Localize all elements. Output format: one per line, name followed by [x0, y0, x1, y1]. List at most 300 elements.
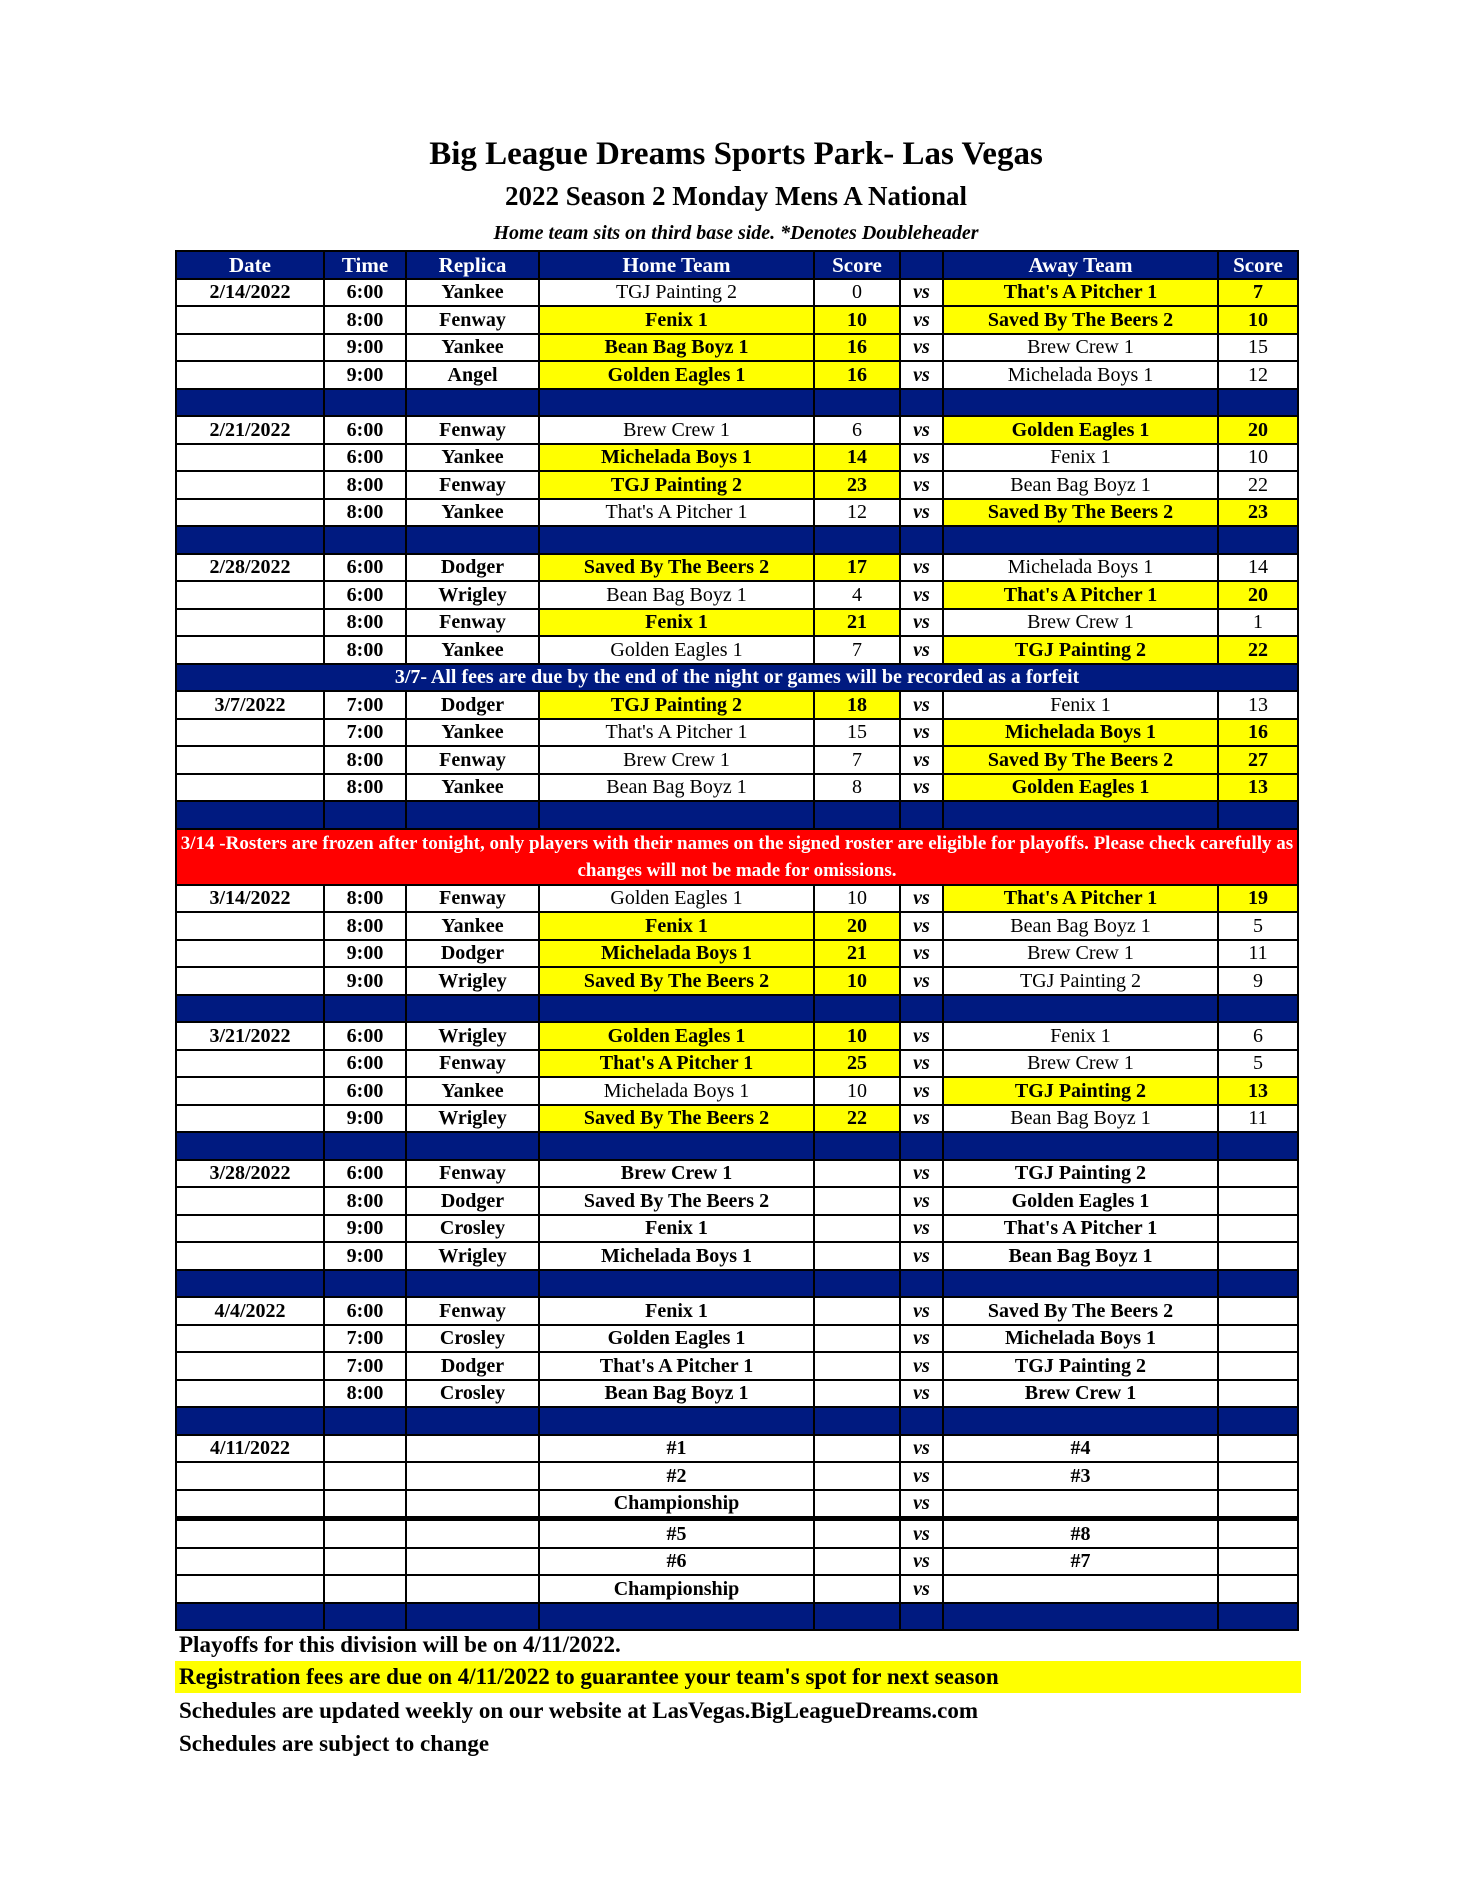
away-team-cell: Saved By The Beers 2: [943, 499, 1218, 527]
spacer-cell: [176, 801, 324, 829]
spacer-cell: [943, 1407, 1218, 1435]
home-team-cell: That's A Pitcher 1: [539, 1050, 814, 1078]
vs-cell: vs: [900, 1380, 943, 1408]
schedule-body: [176, 279, 1298, 1631]
spacer-cell: [943, 1132, 1218, 1160]
spacer-cell: [814, 1603, 900, 1631]
away-team-cell: Brew Crew 1: [943, 1050, 1218, 1078]
home-score-cell: [814, 1575, 900, 1603]
vs-cell: vs: [900, 719, 943, 747]
replica-cell: [406, 1548, 539, 1576]
away-score-cell: 16: [1218, 719, 1298, 747]
spacer-cell: [1218, 801, 1298, 829]
away-score-cell: [1218, 1462, 1298, 1490]
game-row: [176, 691, 1298, 719]
vs-cell: vs: [900, 636, 943, 664]
home-team-cell: #2: [539, 1462, 814, 1490]
vs-cell: vs: [900, 444, 943, 472]
game-row: [176, 774, 1298, 802]
replica-cell: [406, 1462, 539, 1490]
home-score-cell: [814, 1435, 900, 1463]
spacer-cell: [324, 801, 406, 829]
away-score-cell: [1218, 1380, 1298, 1408]
away-team-cell: Bean Bag Boyz 1: [943, 471, 1218, 499]
date-cell: 3/21/2022: [176, 1022, 324, 1050]
date-cell: [176, 609, 324, 637]
home-score-cell: 12: [814, 499, 900, 527]
time-cell: 9:00: [324, 940, 406, 968]
replica-cell: Dodger: [406, 554, 539, 582]
spacer-cell: [324, 1603, 406, 1631]
home-team-cell: Golden Eagles 1: [539, 1022, 814, 1050]
home-score-cell: 7: [814, 636, 900, 664]
date-cell: 3/7/2022: [176, 691, 324, 719]
away-score-cell: 5: [1218, 1050, 1298, 1078]
date-cell: [176, 912, 324, 940]
vs-cell: vs: [900, 1215, 943, 1243]
home-score-cell: 20: [814, 912, 900, 940]
spacer-cell: [539, 389, 814, 417]
vs-cell: vs: [900, 416, 943, 444]
col-vs: [900, 251, 943, 279]
home-team-cell: #5: [539, 1519, 814, 1548]
col-time: Time: [324, 251, 406, 279]
date-cell: 2/14/2022: [176, 279, 324, 307]
away-team-cell: Saved By The Beers 2: [943, 1297, 1218, 1325]
home-score-cell: [814, 1352, 900, 1380]
replica-cell: Crosley: [406, 1325, 539, 1353]
replica-cell: Wrigley: [406, 1105, 539, 1133]
week-spacer-row: [176, 1270, 1298, 1298]
away-score-cell: [1218, 1548, 1298, 1576]
vs-cell: vs: [900, 912, 943, 940]
away-team-cell: Michelada Boys 1: [943, 719, 1218, 747]
game-row: [176, 1462, 1298, 1490]
away-team-cell: #8: [943, 1519, 1218, 1548]
roster-notice-row: [176, 829, 1298, 885]
footer-playoffs: Playoffs for this division will be on 4/11/2022.: [179, 1632, 621, 1657]
home-team-cell: Fenix 1: [539, 912, 814, 940]
vs-cell: vs: [900, 279, 943, 307]
date-cell: [176, 1352, 324, 1380]
game-row: [176, 609, 1298, 637]
away-score-cell: 6: [1218, 1022, 1298, 1050]
date-cell: 3/28/2022: [176, 1160, 324, 1188]
replica-cell: [406, 1490, 539, 1519]
game-row: [176, 1242, 1298, 1270]
replica-cell: Yankee: [406, 334, 539, 362]
vs-cell: vs: [900, 1160, 943, 1188]
home-team-cell: Bean Bag Boyz 1: [539, 334, 814, 362]
replica-cell: Yankee: [406, 774, 539, 802]
spacer-cell: [943, 801, 1218, 829]
date-cell: [176, 361, 324, 389]
game-row: [176, 306, 1298, 334]
replica-cell: [406, 1519, 539, 1548]
week-spacer-row: [176, 1603, 1298, 1631]
home-score-cell: 4: [814, 581, 900, 609]
replica-cell: Fenway: [406, 1050, 539, 1078]
home-team-cell: That's A Pitcher 1: [539, 719, 814, 747]
away-score-cell: [1218, 1325, 1298, 1353]
date-cell: [176, 1077, 324, 1105]
replica-cell: Fenway: [406, 471, 539, 499]
away-score-cell: 10: [1218, 306, 1298, 334]
away-score-cell: 23: [1218, 499, 1298, 527]
away-score-cell: 13: [1218, 691, 1298, 719]
date-cell: [176, 1548, 324, 1576]
date-cell: [176, 1105, 324, 1133]
game-row: [176, 1160, 1298, 1188]
replica-cell: Yankee: [406, 444, 539, 472]
away-score-cell: [1218, 1490, 1298, 1519]
time-cell: [324, 1519, 406, 1548]
date-cell: [176, 444, 324, 472]
away-team-cell: Bean Bag Boyz 1: [943, 912, 1218, 940]
away-score-cell: 9: [1218, 967, 1298, 995]
time-cell: 8:00: [324, 885, 406, 913]
home-score-cell: 15: [814, 719, 900, 747]
time-cell: [324, 1575, 406, 1603]
vs-cell: vs: [900, 1462, 943, 1490]
replica-cell: Fenway: [406, 1297, 539, 1325]
away-team-cell: #4: [943, 1435, 1218, 1463]
spacer-cell: [406, 1603, 539, 1631]
game-row: [176, 444, 1298, 472]
page-title: Big League Dreams Sports Park- Las Vegas: [429, 136, 1043, 172]
time-cell: 9:00: [324, 1215, 406, 1243]
replica-cell: Yankee: [406, 636, 539, 664]
week-spacer-row: [176, 1132, 1298, 1160]
date-cell: [176, 306, 324, 334]
away-score-cell: 11: [1218, 1105, 1298, 1133]
replica-cell: Fenway: [406, 1160, 539, 1188]
game-row: [176, 1050, 1298, 1078]
away-score-cell: 5: [1218, 912, 1298, 940]
away-team-cell: Brew Crew 1: [943, 609, 1218, 637]
spacer-cell: [814, 1132, 900, 1160]
spacer-cell: [814, 389, 900, 417]
footer-website: Schedules are updated weekly on our website at LasVegas.BigLeagueDreams.com: [179, 1698, 979, 1723]
spacer-cell: [406, 1407, 539, 1435]
date-cell: [176, 1519, 324, 1548]
spacer-cell: [539, 801, 814, 829]
vs-cell: vs: [900, 1297, 943, 1325]
replica-cell: Yankee: [406, 279, 539, 307]
game-row: [176, 334, 1298, 362]
home-team-cell: Fenix 1: [539, 306, 814, 334]
date-cell: [176, 1575, 324, 1603]
home-team-cell: Michelada Boys 1: [539, 940, 814, 968]
week-spacer-row: [176, 801, 1298, 829]
home-score-cell: 10: [814, 306, 900, 334]
spacer-cell: [406, 801, 539, 829]
home-team-cell: Golden Eagles 1: [539, 361, 814, 389]
col-replica: Replica: [406, 251, 539, 279]
away-team-cell: Bean Bag Boyz 1: [943, 1242, 1218, 1270]
replica-cell: Yankee: [406, 912, 539, 940]
home-score-cell: [814, 1548, 900, 1576]
spacer-cell: [539, 1603, 814, 1631]
game-row: [176, 581, 1298, 609]
spacer-cell: [1218, 995, 1298, 1023]
home-score-cell: [814, 1380, 900, 1408]
home-score-cell: [814, 1187, 900, 1215]
game-row: [176, 1490, 1298, 1519]
date-cell: [176, 940, 324, 968]
time-cell: 6:00: [324, 279, 406, 307]
col-away-score: Score: [1218, 251, 1298, 279]
spacer-cell: [406, 526, 539, 554]
home-team-cell: Fenix 1: [539, 1215, 814, 1243]
spacer-cell: [324, 1407, 406, 1435]
game-row: [176, 1187, 1298, 1215]
away-team-cell: TGJ Painting 2: [943, 1160, 1218, 1188]
date-cell: 2/28/2022: [176, 554, 324, 582]
vs-cell: vs: [900, 1519, 943, 1548]
time-cell: 6:00: [324, 1160, 406, 1188]
spacer-cell: [176, 526, 324, 554]
spacer-cell: [324, 526, 406, 554]
away-score-cell: [1218, 1435, 1298, 1463]
spacer-cell: [324, 1270, 406, 1298]
date-cell: [176, 581, 324, 609]
home-team-cell: Bean Bag Boyz 1: [539, 1380, 814, 1408]
away-score-cell: [1218, 1297, 1298, 1325]
time-cell: 8:00: [324, 1187, 406, 1215]
home-score-cell: 8: [814, 774, 900, 802]
home-score-cell: [814, 1297, 900, 1325]
vs-cell: vs: [900, 471, 943, 499]
week-spacer-row: [176, 389, 1298, 417]
away-score-cell: 20: [1218, 416, 1298, 444]
home-team-cell: Saved By The Beers 2: [539, 554, 814, 582]
game-row: [176, 1380, 1298, 1408]
home-score-cell: 16: [814, 361, 900, 389]
home-team-cell: Brew Crew 1: [539, 1160, 814, 1188]
time-cell: 8:00: [324, 636, 406, 664]
away-score-cell: 22: [1218, 471, 1298, 499]
vs-cell: vs: [900, 1022, 943, 1050]
replica-cell: Angel: [406, 361, 539, 389]
date-cell: [176, 1242, 324, 1270]
spacer-cell: [406, 995, 539, 1023]
game-row: [176, 1077, 1298, 1105]
away-team-cell: Michelada Boys 1: [943, 361, 1218, 389]
game-row: [176, 279, 1298, 307]
replica-cell: Fenway: [406, 746, 539, 774]
spacer-cell: [176, 1407, 324, 1435]
home-score-cell: 18: [814, 691, 900, 719]
away-score-cell: [1218, 1242, 1298, 1270]
time-cell: [324, 1548, 406, 1576]
home-team-cell: Saved By The Beers 2: [539, 967, 814, 995]
spacer-cell: [406, 1132, 539, 1160]
spacer-cell: [900, 1270, 943, 1298]
home-team-cell: TGJ Painting 2: [539, 279, 814, 307]
date-cell: [176, 334, 324, 362]
time-cell: 6:00: [324, 1077, 406, 1105]
spacer-cell: [900, 1603, 943, 1631]
notice-text: 3/14 -Rosters are frozen after tonight, only players with their names on the signed roster are eligible for playoffs. Please check carefully as changes will not be made for omissions.: [176, 829, 1298, 885]
away-score-cell: 14: [1218, 554, 1298, 582]
spacer-cell: [1218, 1270, 1298, 1298]
away-team-cell: That's A Pitcher 1: [943, 581, 1218, 609]
time-cell: 8:00: [324, 609, 406, 637]
home-team-cell: Michelada Boys 1: [539, 1242, 814, 1270]
date-cell: [176, 1462, 324, 1490]
time-cell: [324, 1435, 406, 1463]
schedule-table: [175, 250, 1299, 1631]
time-cell: [324, 1462, 406, 1490]
time-cell: 7:00: [324, 691, 406, 719]
away-score-cell: 1: [1218, 609, 1298, 637]
away-team-cell: TGJ Painting 2: [943, 1077, 1218, 1105]
away-team-cell: Saved By The Beers 2: [943, 306, 1218, 334]
date-cell: [176, 1187, 324, 1215]
away-score-cell: 20: [1218, 581, 1298, 609]
replica-cell: Wrigley: [406, 1242, 539, 1270]
away-score-cell: 12: [1218, 361, 1298, 389]
vs-cell: vs: [900, 609, 943, 637]
home-team-cell: Saved By The Beers 2: [539, 1105, 814, 1133]
date-cell: [176, 1050, 324, 1078]
away-team-cell: [943, 1490, 1218, 1519]
vs-cell: vs: [900, 940, 943, 968]
table-header-row: [176, 251, 1298, 279]
vs-cell: vs: [900, 746, 943, 774]
away-score-cell: 19: [1218, 885, 1298, 913]
game-row: [176, 1022, 1298, 1050]
home-team-cell: Golden Eagles 1: [539, 1325, 814, 1353]
spacer-cell: [406, 389, 539, 417]
date-cell: 4/11/2022: [176, 1435, 324, 1463]
away-team-cell: Golden Eagles 1: [943, 774, 1218, 802]
time-cell: 8:00: [324, 306, 406, 334]
away-team-cell: Bean Bag Boyz 1: [943, 1105, 1218, 1133]
home-team-cell: Golden Eagles 1: [539, 885, 814, 913]
spacer-cell: [900, 1407, 943, 1435]
replica-cell: [406, 1435, 539, 1463]
vs-cell: vs: [900, 1077, 943, 1105]
vs-cell: vs: [900, 1435, 943, 1463]
week-spacer-row: [176, 995, 1298, 1023]
home-team-cell: Golden Eagles 1: [539, 636, 814, 664]
away-team-cell: Fenix 1: [943, 691, 1218, 719]
home-team-cell: Brew Crew 1: [539, 416, 814, 444]
home-score-cell: [814, 1490, 900, 1519]
away-score-cell: [1218, 1215, 1298, 1243]
time-cell: 6:00: [324, 1022, 406, 1050]
spacer-cell: [1218, 1603, 1298, 1631]
spacer-cell: [900, 801, 943, 829]
game-row: [176, 1575, 1298, 1603]
replica-cell: Dodger: [406, 940, 539, 968]
home-score-cell: 7: [814, 746, 900, 774]
replica-cell: Wrigley: [406, 581, 539, 609]
home-team-cell: That's A Pitcher 1: [539, 499, 814, 527]
away-team-cell: Brew Crew 1: [943, 1380, 1218, 1408]
replica-cell: Yankee: [406, 1077, 539, 1105]
time-cell: 9:00: [324, 334, 406, 362]
spacer-cell: [176, 389, 324, 417]
spacer-cell: [943, 389, 1218, 417]
away-score-cell: 15: [1218, 334, 1298, 362]
vs-cell: vs: [900, 885, 943, 913]
home-score-cell: [814, 1325, 900, 1353]
away-score-cell: 27: [1218, 746, 1298, 774]
away-team-cell: Michelada Boys 1: [943, 554, 1218, 582]
away-team-cell: Fenix 1: [943, 1022, 1218, 1050]
date-cell: [176, 1325, 324, 1353]
time-cell: 7:00: [324, 1352, 406, 1380]
spacer-cell: [943, 1603, 1218, 1631]
spacer-cell: [814, 526, 900, 554]
vs-cell: vs: [900, 554, 943, 582]
spacer-cell: [539, 526, 814, 554]
spacer-cell: [900, 995, 943, 1023]
week-spacer-row: [176, 1407, 1298, 1435]
game-row: [176, 636, 1298, 664]
game-row: [176, 361, 1298, 389]
time-cell: 7:00: [324, 1325, 406, 1353]
replica-cell: Wrigley: [406, 1022, 539, 1050]
vs-cell: vs: [900, 1548, 943, 1576]
game-row: [176, 1215, 1298, 1243]
game-row: [176, 1325, 1298, 1353]
home-score-cell: 10: [814, 1077, 900, 1105]
away-team-cell: That's A Pitcher 1: [943, 1215, 1218, 1243]
footer-change: Schedules are subject to change: [179, 1731, 490, 1756]
date-cell: [176, 1215, 324, 1243]
away-score-cell: 11: [1218, 940, 1298, 968]
date-cell: [176, 746, 324, 774]
time-cell: 8:00: [324, 1380, 406, 1408]
vs-cell: vs: [900, 499, 943, 527]
away-team-cell: Brew Crew 1: [943, 334, 1218, 362]
spacer-cell: [406, 1270, 539, 1298]
date-cell: [176, 499, 324, 527]
time-cell: 9:00: [324, 361, 406, 389]
col-home-team: Home Team: [539, 251, 814, 279]
home-score-cell: 0: [814, 279, 900, 307]
game-row: [176, 912, 1298, 940]
vs-cell: vs: [900, 967, 943, 995]
home-team-cell: Championship: [539, 1490, 814, 1519]
game-row: [176, 416, 1298, 444]
home-score-cell: 23: [814, 471, 900, 499]
spacer-cell: [539, 1270, 814, 1298]
game-row: [176, 1548, 1298, 1576]
col-date: Date: [176, 251, 324, 279]
spacer-cell: [943, 1270, 1218, 1298]
time-cell: 8:00: [324, 912, 406, 940]
away-team-cell: #7: [943, 1548, 1218, 1576]
home-team-cell: That's A Pitcher 1: [539, 1352, 814, 1380]
game-row: [176, 885, 1298, 913]
vs-cell: vs: [900, 1187, 943, 1215]
vs-cell: vs: [900, 581, 943, 609]
replica-cell: Wrigley: [406, 967, 539, 995]
spacer-cell: [900, 526, 943, 554]
game-row: [176, 719, 1298, 747]
away-team-cell: TGJ Painting 2: [943, 967, 1218, 995]
home-team-cell: Michelada Boys 1: [539, 1077, 814, 1105]
spacer-cell: [176, 1132, 324, 1160]
spacer-cell: [176, 1270, 324, 1298]
time-cell: 8:00: [324, 471, 406, 499]
game-row: [176, 1435, 1298, 1463]
